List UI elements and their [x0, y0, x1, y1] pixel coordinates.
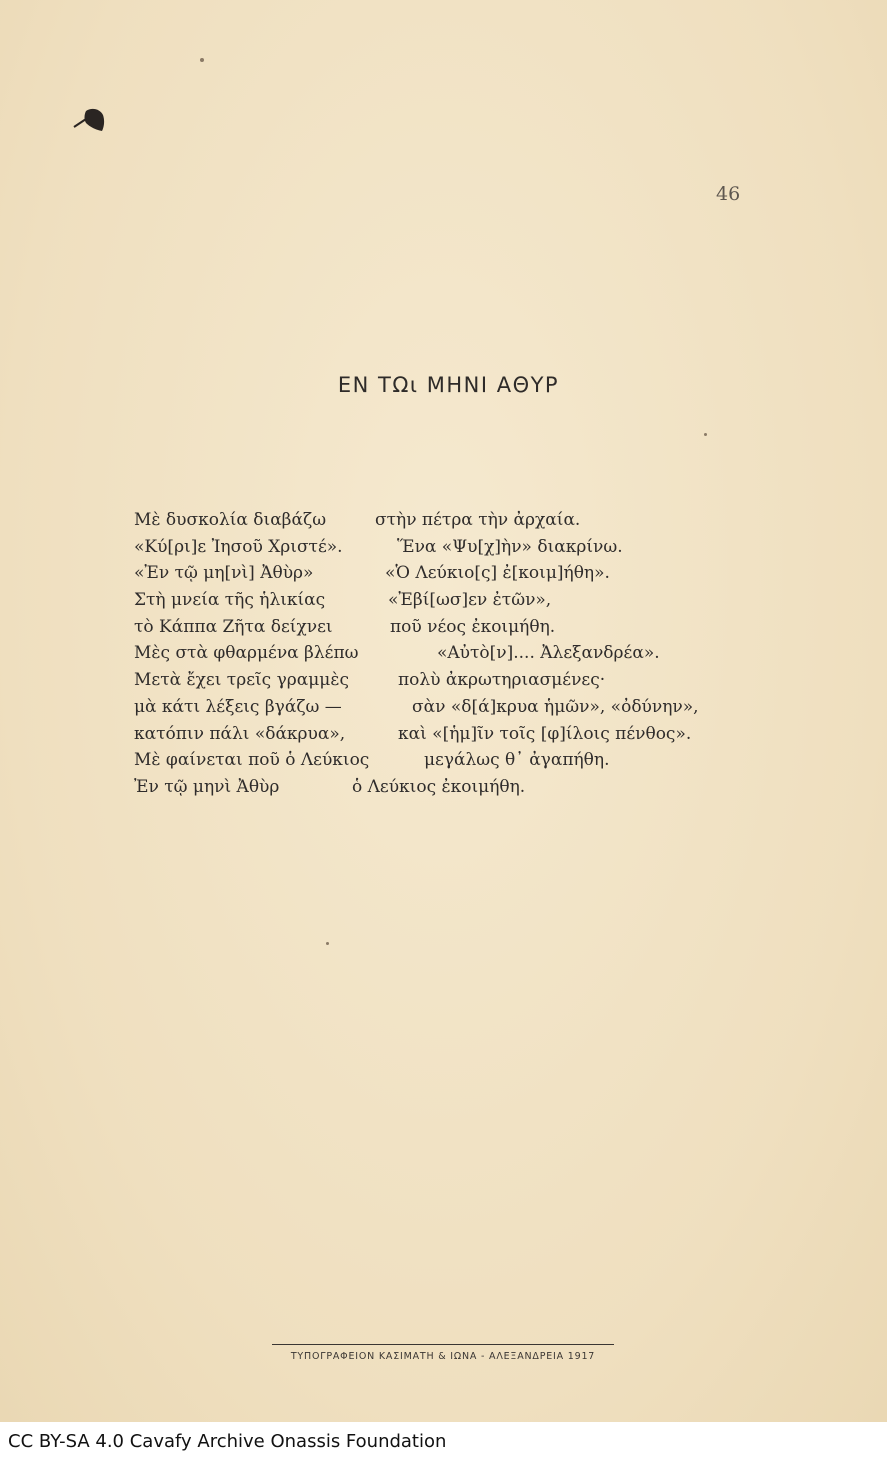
poem-line — [134, 724, 754, 751]
poem-line — [134, 617, 754, 644]
poem-line — [134, 750, 754, 777]
paper-speck — [326, 942, 329, 945]
line-second-hemistich: πολὺ ἀκρωτηριασμένες· — [398, 670, 606, 691]
line-first-hemistich: Μὲ φαίνεται ποῦ ὁ Λεύκιος — [134, 750, 370, 771]
line-second-hemistich: στὴν πέτρα τὴν ἀρχαία. — [375, 510, 581, 530]
line-second-hemistich: «Αὐτὸ[ν].... Ἀλεξανδρέα». — [437, 643, 660, 664]
poem-line — [134, 537, 754, 564]
poem-line — [134, 643, 754, 670]
line-first-hemistich: «Ἐν τῷ μη[νὶ] Ἀθὺρ» — [134, 563, 314, 584]
line-second-hemistich: ὁ Λεύκιος ἐκοιμήθη. — [352, 776, 526, 797]
line-first-hemistich: Μὲς στὰ φθαρμένα βλέπω — [134, 643, 359, 664]
poem-line — [134, 697, 754, 724]
line-first-hemistich: μὰ κάτι λέξεις βγάζω — — [134, 696, 342, 717]
line-second-hemistich: «Ἐβί[ωσ]εν ἐτῶν», — [388, 590, 552, 611]
poem-line — [134, 590, 754, 617]
line-first-hemistich: Μὲ δυσκολία διαβάζω — [134, 510, 327, 530]
printer-imprint: ΤΥΠΟΓΡΑΦΕΙΟΝ ΚΑΣΙΜΑΤΗ & ΙΩΝΑ - ΑΛΕΞΑΝΔΡΕΙΑ 1917 — [290, 1351, 596, 1362]
line-first-hemistich: Στὴ μνεία τῆς ἡλικίας — [134, 590, 326, 611]
poem-line — [134, 563, 754, 590]
paper-speck — [704, 433, 707, 436]
paper-speck — [200, 58, 204, 62]
poem-line — [134, 510, 754, 537]
line-second-hemistich: μεγάλως θ᾿ ἀγαπήθη. — [424, 750, 610, 771]
line-first-hemistich: Μετὰ ἔχει τρεῖς γραμμὲς — [134, 670, 349, 691]
line-first-hemistich: τὸ Κάππα Ζῆτα δείχνει — [134, 616, 333, 637]
poem-title: ΕΝ ΤΩι ΜΗΝΙ ΑΘΥΡ — [337, 373, 560, 397]
line-second-hemistich: καὶ «[ἡμ]ῖν τοῖς [φ]ίλοις πένθος». — [398, 723, 692, 744]
line-second-hemistich: ποῦ νέος ἐκοιμήθη. — [390, 616, 556, 637]
ink-blot-mark — [72, 105, 106, 133]
license-credit: CC BY-SA 4.0 Cavafy Archive Onassis Foundation — [8, 1431, 447, 1452]
line-first-hemistich: κατόπιν πάλι «δάκρυα», — [134, 723, 346, 744]
page-number: 46 — [716, 183, 741, 205]
poem-line — [134, 777, 754, 804]
line-first-hemistich: Ἐν τῷ μηνὶ Ἀθὺρ — [134, 776, 280, 797]
poem-line — [134, 670, 754, 697]
line-second-hemistich: Ἕνα «Ψυ[χ]ὴν» διακρίνω. — [397, 536, 623, 557]
line-first-hemistich: «Κύ[ρι]ε Ἰησοῦ Χριστέ». — [134, 536, 343, 557]
line-second-hemistich: σὰν «δ[ά]κρυα ἡμῶν», «ὀδύνην», — [412, 696, 699, 717]
line-second-hemistich: «Ὁ Λεύκιο[ς] ἐ[κοιμ]ήθη». — [385, 563, 610, 584]
poem-body — [134, 510, 754, 804]
footer-rule — [272, 1344, 614, 1345]
